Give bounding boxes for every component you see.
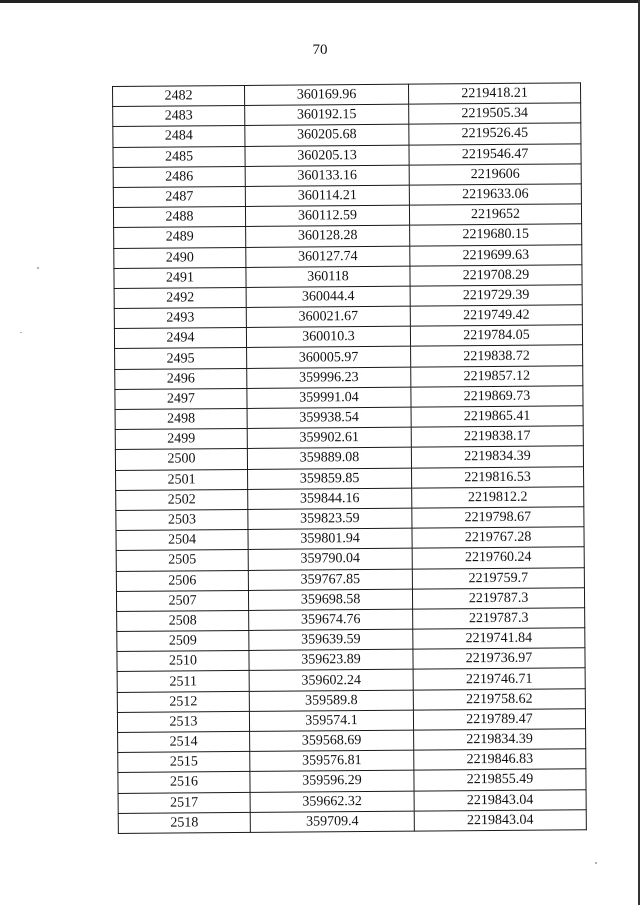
y-coordinate-cell: 2219759.7 xyxy=(412,567,584,589)
y-coordinate-cell: 2219606 xyxy=(409,164,581,186)
y-coordinate-cell: 2219865.41 xyxy=(411,406,583,428)
x-coordinate-cell: 359602.24 xyxy=(249,670,413,691)
y-coordinate-cell: 2219741.84 xyxy=(413,628,585,650)
x-coordinate-cell: 359576.81 xyxy=(250,750,414,771)
x-coordinate-cell: 360205.13 xyxy=(245,145,409,166)
y-coordinate-cell: 2219680.15 xyxy=(410,224,582,246)
point-number-cell: 2497 xyxy=(115,388,247,409)
x-coordinate-cell: 360005.97 xyxy=(247,347,411,368)
point-number-cell: 2482 xyxy=(113,85,245,106)
point-number-cell: 2495 xyxy=(115,348,247,369)
y-coordinate-cell: 2219633.06 xyxy=(409,184,581,206)
point-number-cell: 2493 xyxy=(114,308,246,329)
coordinates-table-wrapper xyxy=(112,82,586,834)
x-coordinate-cell: 359589.8 xyxy=(249,690,413,711)
x-coordinate-cell: 359790.04 xyxy=(248,548,412,569)
x-coordinate-cell: 359709.4 xyxy=(250,811,414,832)
y-coordinate-cell: 2219855.49 xyxy=(414,769,586,791)
x-coordinate-cell: 360112.59 xyxy=(245,205,409,226)
y-coordinate-cell: 2219749.42 xyxy=(410,305,582,327)
y-coordinate-cell: 2219834.39 xyxy=(414,729,586,751)
point-number-cell: 2513 xyxy=(117,711,249,732)
x-coordinate-cell: 360044.4 xyxy=(246,286,410,307)
x-coordinate-cell: 360127.74 xyxy=(246,246,410,267)
y-coordinate-cell: 2219418.21 xyxy=(408,83,580,105)
y-coordinate-cell: 2219526.45 xyxy=(409,123,581,145)
point-number-cell: 2502 xyxy=(116,489,248,510)
point-number-cell: 2487 xyxy=(113,186,245,207)
point-number-cell: 2506 xyxy=(116,570,248,591)
y-coordinate-cell: 2219784.05 xyxy=(410,325,582,347)
point-number-cell: 2494 xyxy=(114,328,246,349)
y-coordinate-cell: 2219857.12 xyxy=(411,365,583,387)
x-coordinate-cell: 359991.04 xyxy=(247,387,411,408)
x-coordinate-cell: 360133.16 xyxy=(245,165,409,186)
x-coordinate-cell: 359996.23 xyxy=(247,367,411,388)
point-number-cell: 2515 xyxy=(118,752,250,773)
coordinates-table-body xyxy=(113,83,587,834)
y-coordinate-cell: 2219729.39 xyxy=(410,285,582,307)
x-coordinate-cell: 360128.28 xyxy=(246,225,410,246)
scan-speck xyxy=(595,862,597,864)
y-coordinate-cell: 2219767.28 xyxy=(412,527,584,549)
y-coordinate-cell: 2219699.63 xyxy=(410,244,582,266)
table-row xyxy=(118,810,586,834)
y-coordinate-cell: 2219838.17 xyxy=(411,426,583,448)
x-coordinate-cell: 359801.94 xyxy=(248,528,412,549)
point-number-cell: 2503 xyxy=(116,509,248,530)
page-number: 70 xyxy=(312,42,328,58)
scan-speck xyxy=(20,332,22,333)
x-coordinate-cell: 359639.59 xyxy=(249,629,413,650)
point-number-cell: 2508 xyxy=(117,610,249,631)
point-number-cell: 2511 xyxy=(117,671,249,692)
y-coordinate-cell: 2219843.04 xyxy=(414,810,586,832)
x-coordinate-cell: 359938.54 xyxy=(247,407,411,428)
x-coordinate-cell: 360169.96 xyxy=(244,84,408,105)
y-coordinate-cell: 2219736.97 xyxy=(413,648,585,670)
x-coordinate-cell: 359568.69 xyxy=(250,730,414,751)
y-coordinate-cell: 2219789.47 xyxy=(413,709,585,731)
point-number-cell: 2509 xyxy=(117,631,249,652)
x-coordinate-cell: 359674.76 xyxy=(249,609,413,630)
point-number-cell: 2507 xyxy=(116,590,248,611)
x-coordinate-cell: 359623.89 xyxy=(249,649,413,670)
y-coordinate-cell: 2219798.67 xyxy=(412,507,584,529)
x-coordinate-cell: 360118 xyxy=(246,266,410,287)
x-coordinate-cell: 360192.15 xyxy=(245,104,409,125)
x-coordinate-cell: 359844.16 xyxy=(248,488,412,509)
y-coordinate-cell: 2219746.71 xyxy=(413,668,585,690)
point-number-cell: 2486 xyxy=(113,166,245,187)
scan-speck xyxy=(37,267,39,269)
point-number-cell: 2488 xyxy=(113,207,245,228)
point-number-cell: 2504 xyxy=(116,530,248,551)
y-coordinate-cell: 2219816.53 xyxy=(412,466,584,488)
x-coordinate-cell: 360021.67 xyxy=(246,306,410,327)
x-coordinate-cell: 360114.21 xyxy=(245,185,409,206)
x-coordinate-cell: 359767.85 xyxy=(248,569,412,590)
point-number-cell: 2505 xyxy=(116,550,248,571)
point-number-cell: 2517 xyxy=(118,792,250,813)
point-number-cell: 2490 xyxy=(114,247,246,268)
y-coordinate-cell: 2219505.34 xyxy=(409,103,581,125)
point-number-cell: 2516 xyxy=(118,772,250,793)
y-coordinate-cell: 2219787.3 xyxy=(412,587,584,609)
point-number-cell: 2496 xyxy=(115,368,247,389)
scan-edge-top xyxy=(0,0,640,3)
point-number-cell: 2485 xyxy=(113,146,245,167)
point-number-cell: 2501 xyxy=(116,469,248,490)
point-number-cell: 2484 xyxy=(113,126,245,147)
y-coordinate-cell: 2219787.3 xyxy=(413,608,585,630)
point-number-cell: 2510 xyxy=(117,651,249,672)
y-coordinate-cell: 2219760.24 xyxy=(412,547,584,569)
y-coordinate-cell: 2219843.04 xyxy=(414,789,586,811)
y-coordinate-cell: 2219708.29 xyxy=(410,265,582,287)
y-coordinate-cell: 2219834.39 xyxy=(411,446,583,468)
point-number-cell: 2512 xyxy=(117,691,249,712)
point-number-cell: 2514 xyxy=(118,731,250,752)
x-coordinate-cell: 359823.59 xyxy=(248,508,412,529)
y-coordinate-cell: 2219869.73 xyxy=(411,386,583,408)
x-coordinate-cell: 359889.08 xyxy=(247,448,411,469)
y-coordinate-cell: 2219758.62 xyxy=(413,688,585,710)
x-coordinate-cell: 359698.58 xyxy=(248,589,412,610)
point-number-cell: 2500 xyxy=(115,449,247,470)
y-coordinate-cell: 2219812.2 xyxy=(412,487,584,509)
point-number-cell: 2492 xyxy=(114,287,246,308)
point-number-cell: 2499 xyxy=(115,429,247,450)
y-coordinate-cell: 2219652 xyxy=(409,204,581,226)
point-number-cell: 2498 xyxy=(115,408,247,429)
x-coordinate-cell: 359574.1 xyxy=(249,710,413,731)
x-coordinate-cell: 360205.68 xyxy=(245,125,409,146)
y-coordinate-cell: 2219846.83 xyxy=(414,749,586,771)
point-number-cell: 2483 xyxy=(113,106,245,127)
x-coordinate-cell: 360010.3 xyxy=(246,326,410,347)
point-number-cell: 2518 xyxy=(118,812,250,833)
point-number-cell: 2489 xyxy=(114,227,246,248)
x-coordinate-cell: 359596.29 xyxy=(250,771,414,792)
point-number-cell: 2491 xyxy=(114,267,246,288)
y-coordinate-cell: 2219838.72 xyxy=(411,345,583,367)
y-coordinate-cell: 2219546.47 xyxy=(409,143,581,165)
x-coordinate-cell: 359859.85 xyxy=(248,468,412,489)
x-coordinate-cell: 359902.61 xyxy=(247,427,411,448)
coordinates-table xyxy=(112,82,587,834)
x-coordinate-cell: 359662.32 xyxy=(250,791,414,812)
